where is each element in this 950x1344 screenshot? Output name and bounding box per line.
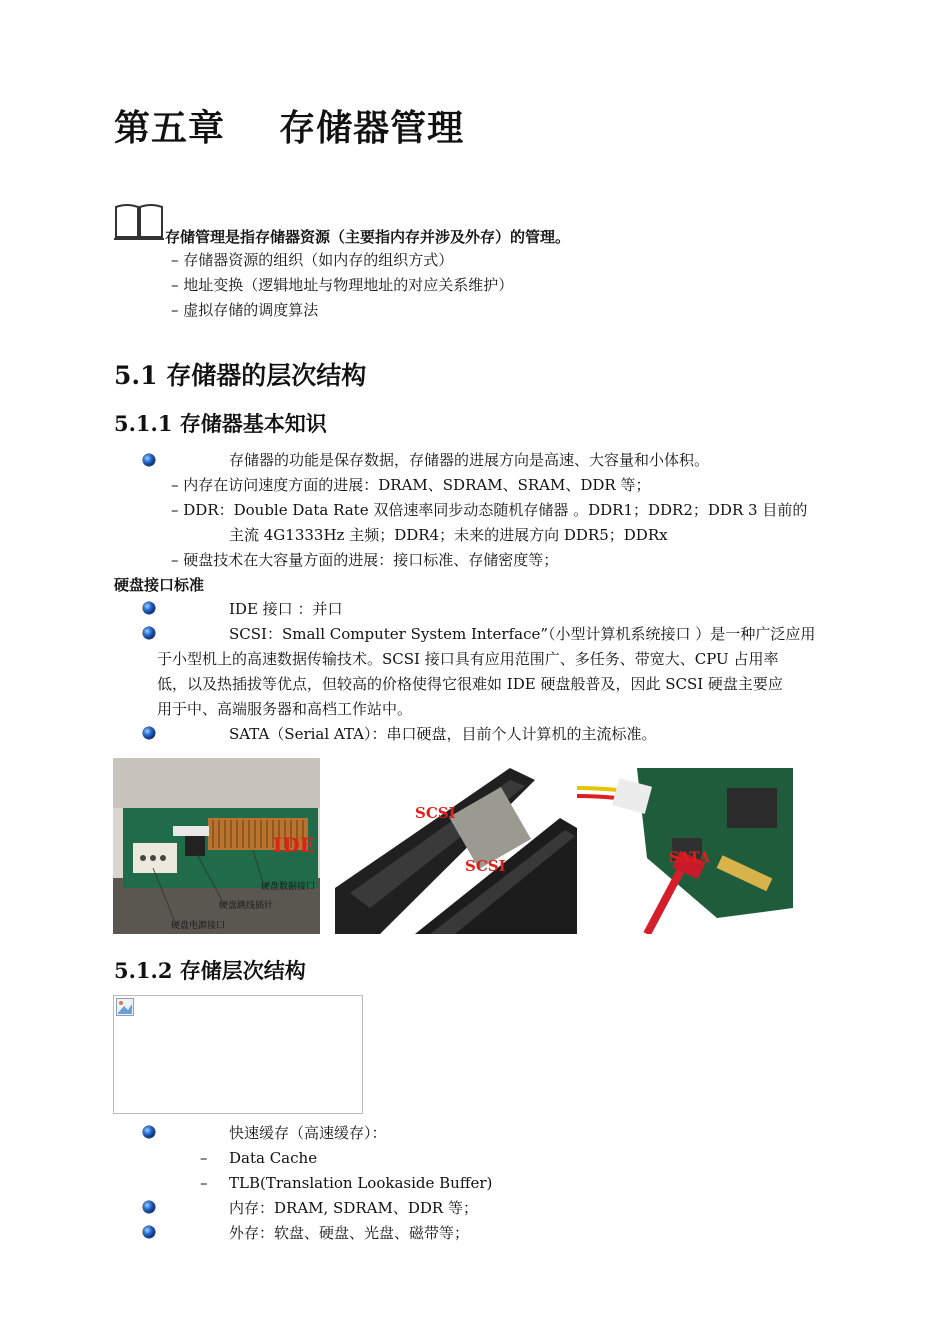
- ide-drive-photo: [113, 758, 320, 934]
- memory-text: 内存：DRAM, SDRAM、DDR 等；: [229, 1199, 478, 1217]
- scsi-text-line: SCSI：Small Computer System Interface”（小型计算机系统接口 ）是一种广泛应用: [229, 625, 816, 643]
- sub-item: – 硬盘技术在大容量方面的进展：接口标准、存储密度等；: [171, 551, 559, 569]
- interface-heading: 硬盘接口标准: [114, 576, 205, 594]
- intro-item: – 存储器资源的组织（如内存的组织方式）: [171, 251, 454, 269]
- cache-item: Data Cache: [229, 1149, 318, 1167]
- book-icon: [114, 203, 164, 245]
- intro-item: – 地址变换（逻辑地址与物理地址的对应关系维护）: [171, 276, 514, 294]
- globe-bullet-icon: [143, 1126, 155, 1138]
- image-placeholder: [113, 995, 363, 1114]
- intro-lead: 存储管理是指存储器资源（主要指内存并涉及外存）的管理。: [165, 228, 571, 246]
- scsi-photo-label: SCSI: [415, 804, 456, 822]
- sub-item: – 内存在访问速度方面的进展：DRAM、SDRAM、SRAM、DDR 等；: [171, 476, 651, 494]
- bullet-text: 存储器的功能是保存数据，存储器的进展方向是高速、大容量和小体积。: [229, 451, 710, 469]
- external-storage-text: 外存：软盘、硬盘、光盘、磁带等；: [229, 1224, 470, 1242]
- section-heading-5-1-1: 5.1.1 存储器基本知识: [114, 411, 327, 436]
- ide-callout: 硬盘跳线插针: [219, 901, 274, 911]
- dash-marker: –: [200, 1149, 208, 1167]
- scsi-text-line: 于小型机上的高速数据传输技术。SCSI 接口具有应用范围广、多任务、带宽大、CPU 占用率: [157, 650, 779, 668]
- cache-item: TLB(Translation Lookaside Buffer): [229, 1174, 493, 1192]
- globe-bullet-icon: [143, 1226, 155, 1238]
- ide-photo-label: IDE: [273, 833, 315, 857]
- dash-marker: –: [200, 1174, 208, 1192]
- scsi-photo-label: SCSI: [465, 857, 506, 875]
- ide-callout: 硬盘电源接口: [171, 921, 226, 931]
- scsi-drive-photo: [320, 758, 577, 934]
- sata-drive-photo: [577, 758, 793, 934]
- chapter-title: 第五章 存储器管理: [114, 107, 465, 149]
- globe-bullet-icon: [143, 1201, 155, 1213]
- section-heading-5-1-2: 5.1.2 存储层次结构: [114, 958, 306, 983]
- sub-item-continued: 主流 4G1333Hz 主频；DDR4；未来的进展方向 DDR5；DDRx: [229, 526, 668, 544]
- globe-bullet-icon: [143, 454, 155, 466]
- broken-image-icon: [116, 998, 134, 1016]
- sata-photo-label: SATA: [669, 850, 710, 866]
- ide-callout: 硬盘数据接口: [261, 882, 316, 892]
- ide-text: IDE 接口 ：并口: [229, 600, 343, 618]
- section-heading-5-1: 5.1 存储器的层次结构: [114, 361, 367, 390]
- globe-bullet-icon: [143, 627, 155, 639]
- globe-bullet-icon: [143, 727, 155, 739]
- sata-text: SATA（Serial ATA）：串口硬盘，目前个人计算机的主流标准。: [229, 725, 657, 743]
- intro-item: – 虚拟存储的调度算法: [171, 301, 319, 319]
- scsi-text-line: 用于中、高端服务器和高档工作站中。: [157, 700, 413, 718]
- globe-bullet-icon: [143, 602, 155, 614]
- cache-text: 快速缓存（高速缓存）：: [229, 1124, 387, 1142]
- scsi-text-line: 低，以及热插拔等优点，但较高的价格使得它很难如 IDE 硬盘般普及，因此 SCSI 硬盘主要应: [157, 675, 783, 693]
- sub-item: – DDR：Double Data Rate 双倍速率同步动态随机存储器 。DDR1；DDR2；DDR 3 目前的: [171, 501, 808, 519]
